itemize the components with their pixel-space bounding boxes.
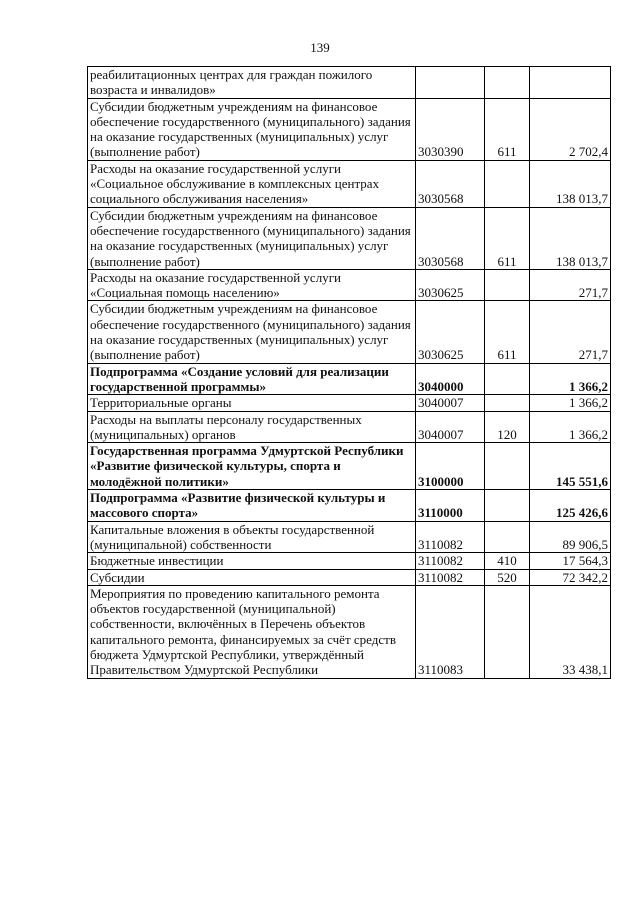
- expense-type-code-cell: 611: [485, 301, 530, 363]
- expense-type-code-cell: [485, 521, 530, 553]
- amount-cell: 17 564,3: [530, 553, 611, 569]
- expense-name-cell: реабилитационных центрах для граждан пожилого возраста и инвалидов»: [88, 67, 416, 99]
- expense-name-cell: Субсидии: [88, 569, 416, 585]
- expense-name-cell: Субсидии бюджетным учреждениям на финансовое обеспечение государственного (муниципального) задания на оказание государственных (муниципальных) услуг (выполнение работ): [88, 301, 416, 363]
- expense-name-cell: Государственная программа Удмуртской Республики «Развитие физической культуры, спорта и молодёжной политики»: [88, 443, 416, 490]
- expense-type-code-cell: [485, 585, 530, 678]
- target-article-code-cell: 3030625: [416, 301, 485, 363]
- table-row: [88, 363, 611, 395]
- amount-cell: 271,7: [530, 269, 611, 301]
- expense-type-code-cell: [485, 160, 530, 207]
- amount-cell: 33 438,1: [530, 585, 611, 678]
- table-row: [88, 269, 611, 301]
- amount-cell: [530, 67, 611, 99]
- target-article-code-cell: 3110082: [416, 521, 485, 553]
- target-article-code-cell: 3110082: [416, 569, 485, 585]
- amount-cell: 138 013,7: [530, 160, 611, 207]
- table-row: [88, 395, 611, 411]
- target-article-code-cell: 3110000: [416, 490, 485, 522]
- target-article-code-cell: 3040000: [416, 363, 485, 395]
- table-row: [88, 490, 611, 522]
- table-row: [88, 553, 611, 569]
- expense-type-code-cell: [485, 363, 530, 395]
- table-row: [88, 569, 611, 585]
- expense-type-code-cell: [485, 395, 530, 411]
- target-article-code-cell: 3040007: [416, 411, 485, 443]
- expense-type-code-cell: 410: [485, 553, 530, 569]
- expense-type-code-cell: [485, 67, 530, 99]
- expense-type-code-cell: 520: [485, 569, 530, 585]
- target-article-code-cell: 3110083: [416, 585, 485, 678]
- amount-cell: 72 342,2: [530, 569, 611, 585]
- table-row: [88, 521, 611, 553]
- expense-name-cell: Бюджетные инвестиции: [88, 553, 416, 569]
- expense-type-code-cell: [485, 490, 530, 522]
- expense-name-cell: Мероприятия по проведению капитального ремонта объектов государственной (муниципальной) собственности, включённых в Перечень объектов капитального ремонта, финансируемых за счёт средств бюджета Удмуртской Республики, утверждённый Правительством Удмуртской Республики: [88, 585, 416, 678]
- target-article-code-cell: 3030568: [416, 207, 485, 269]
- amount-cell: 1 366,2: [530, 411, 611, 443]
- amount-cell: 89 906,5: [530, 521, 611, 553]
- expense-name-cell: Субсидии бюджетным учреждениям на финансовое обеспечение государственного (муниципального) задания на оказание государственных (муниципальных) услуг (выполнение работ): [88, 98, 416, 160]
- expense-type-code-cell: 611: [485, 207, 530, 269]
- expense-name-cell: Капитальные вложения в объекты государственной (муниципальной) собственности: [88, 521, 416, 553]
- expense-name-cell: Подпрограмма «Создание условий для реализации государственной программы»: [88, 363, 416, 395]
- expense-name-cell: Субсидии бюджетным учреждениям на финансовое обеспечение государственного (муниципального) задания на оказание государственных (муниципальных) услуг (выполнение работ): [88, 207, 416, 269]
- table-row: [88, 160, 611, 207]
- budget-table: [87, 66, 611, 679]
- expense-type-code-cell: [485, 443, 530, 490]
- page-number: 139: [310, 40, 330, 55]
- amount-cell: 1 366,2: [530, 363, 611, 395]
- expense-name-cell: Территориальные органы: [88, 395, 416, 411]
- expense-name-cell: Расходы на выплаты персоналу государственных (муниципальных) органов: [88, 411, 416, 443]
- table-row: [88, 301, 611, 363]
- table-row: [88, 207, 611, 269]
- table-row: [88, 411, 611, 443]
- expense-name-cell: Подпрограмма «Развитие физической культуры и массового спорта»: [88, 490, 416, 522]
- amount-cell: 125 426,6: [530, 490, 611, 522]
- target-article-code-cell: 3040007: [416, 395, 485, 411]
- expense-type-code-cell: 120: [485, 411, 530, 443]
- target-article-code-cell: 3030390: [416, 98, 485, 160]
- target-article-code-cell: 3110082: [416, 553, 485, 569]
- expense-type-code-cell: [485, 269, 530, 301]
- expense-name-cell: Расходы на оказание государственной услуги «Социальное обслуживание в комплексных центрах социального обслуживания населения»: [88, 160, 416, 207]
- amount-cell: 1 366,2: [530, 395, 611, 411]
- target-article-code-cell: 3030625: [416, 269, 485, 301]
- budget-table-body: [88, 67, 611, 679]
- expense-name-cell: Расходы на оказание государственной услуги «Социальная помощь населению»: [88, 269, 416, 301]
- table-row: [88, 67, 611, 99]
- amount-cell: 271,7: [530, 301, 611, 363]
- table-row: [88, 585, 611, 678]
- expense-type-code-cell: 611: [485, 98, 530, 160]
- table-row: [88, 443, 611, 490]
- amount-cell: 138 013,7: [530, 207, 611, 269]
- target-article-code-cell: [416, 67, 485, 99]
- table-row: [88, 98, 611, 160]
- amount-cell: 2 702,4: [530, 98, 611, 160]
- target-article-code-cell: 3100000: [416, 443, 485, 490]
- target-article-code-cell: 3030568: [416, 160, 485, 207]
- amount-cell: 145 551,6: [530, 443, 611, 490]
